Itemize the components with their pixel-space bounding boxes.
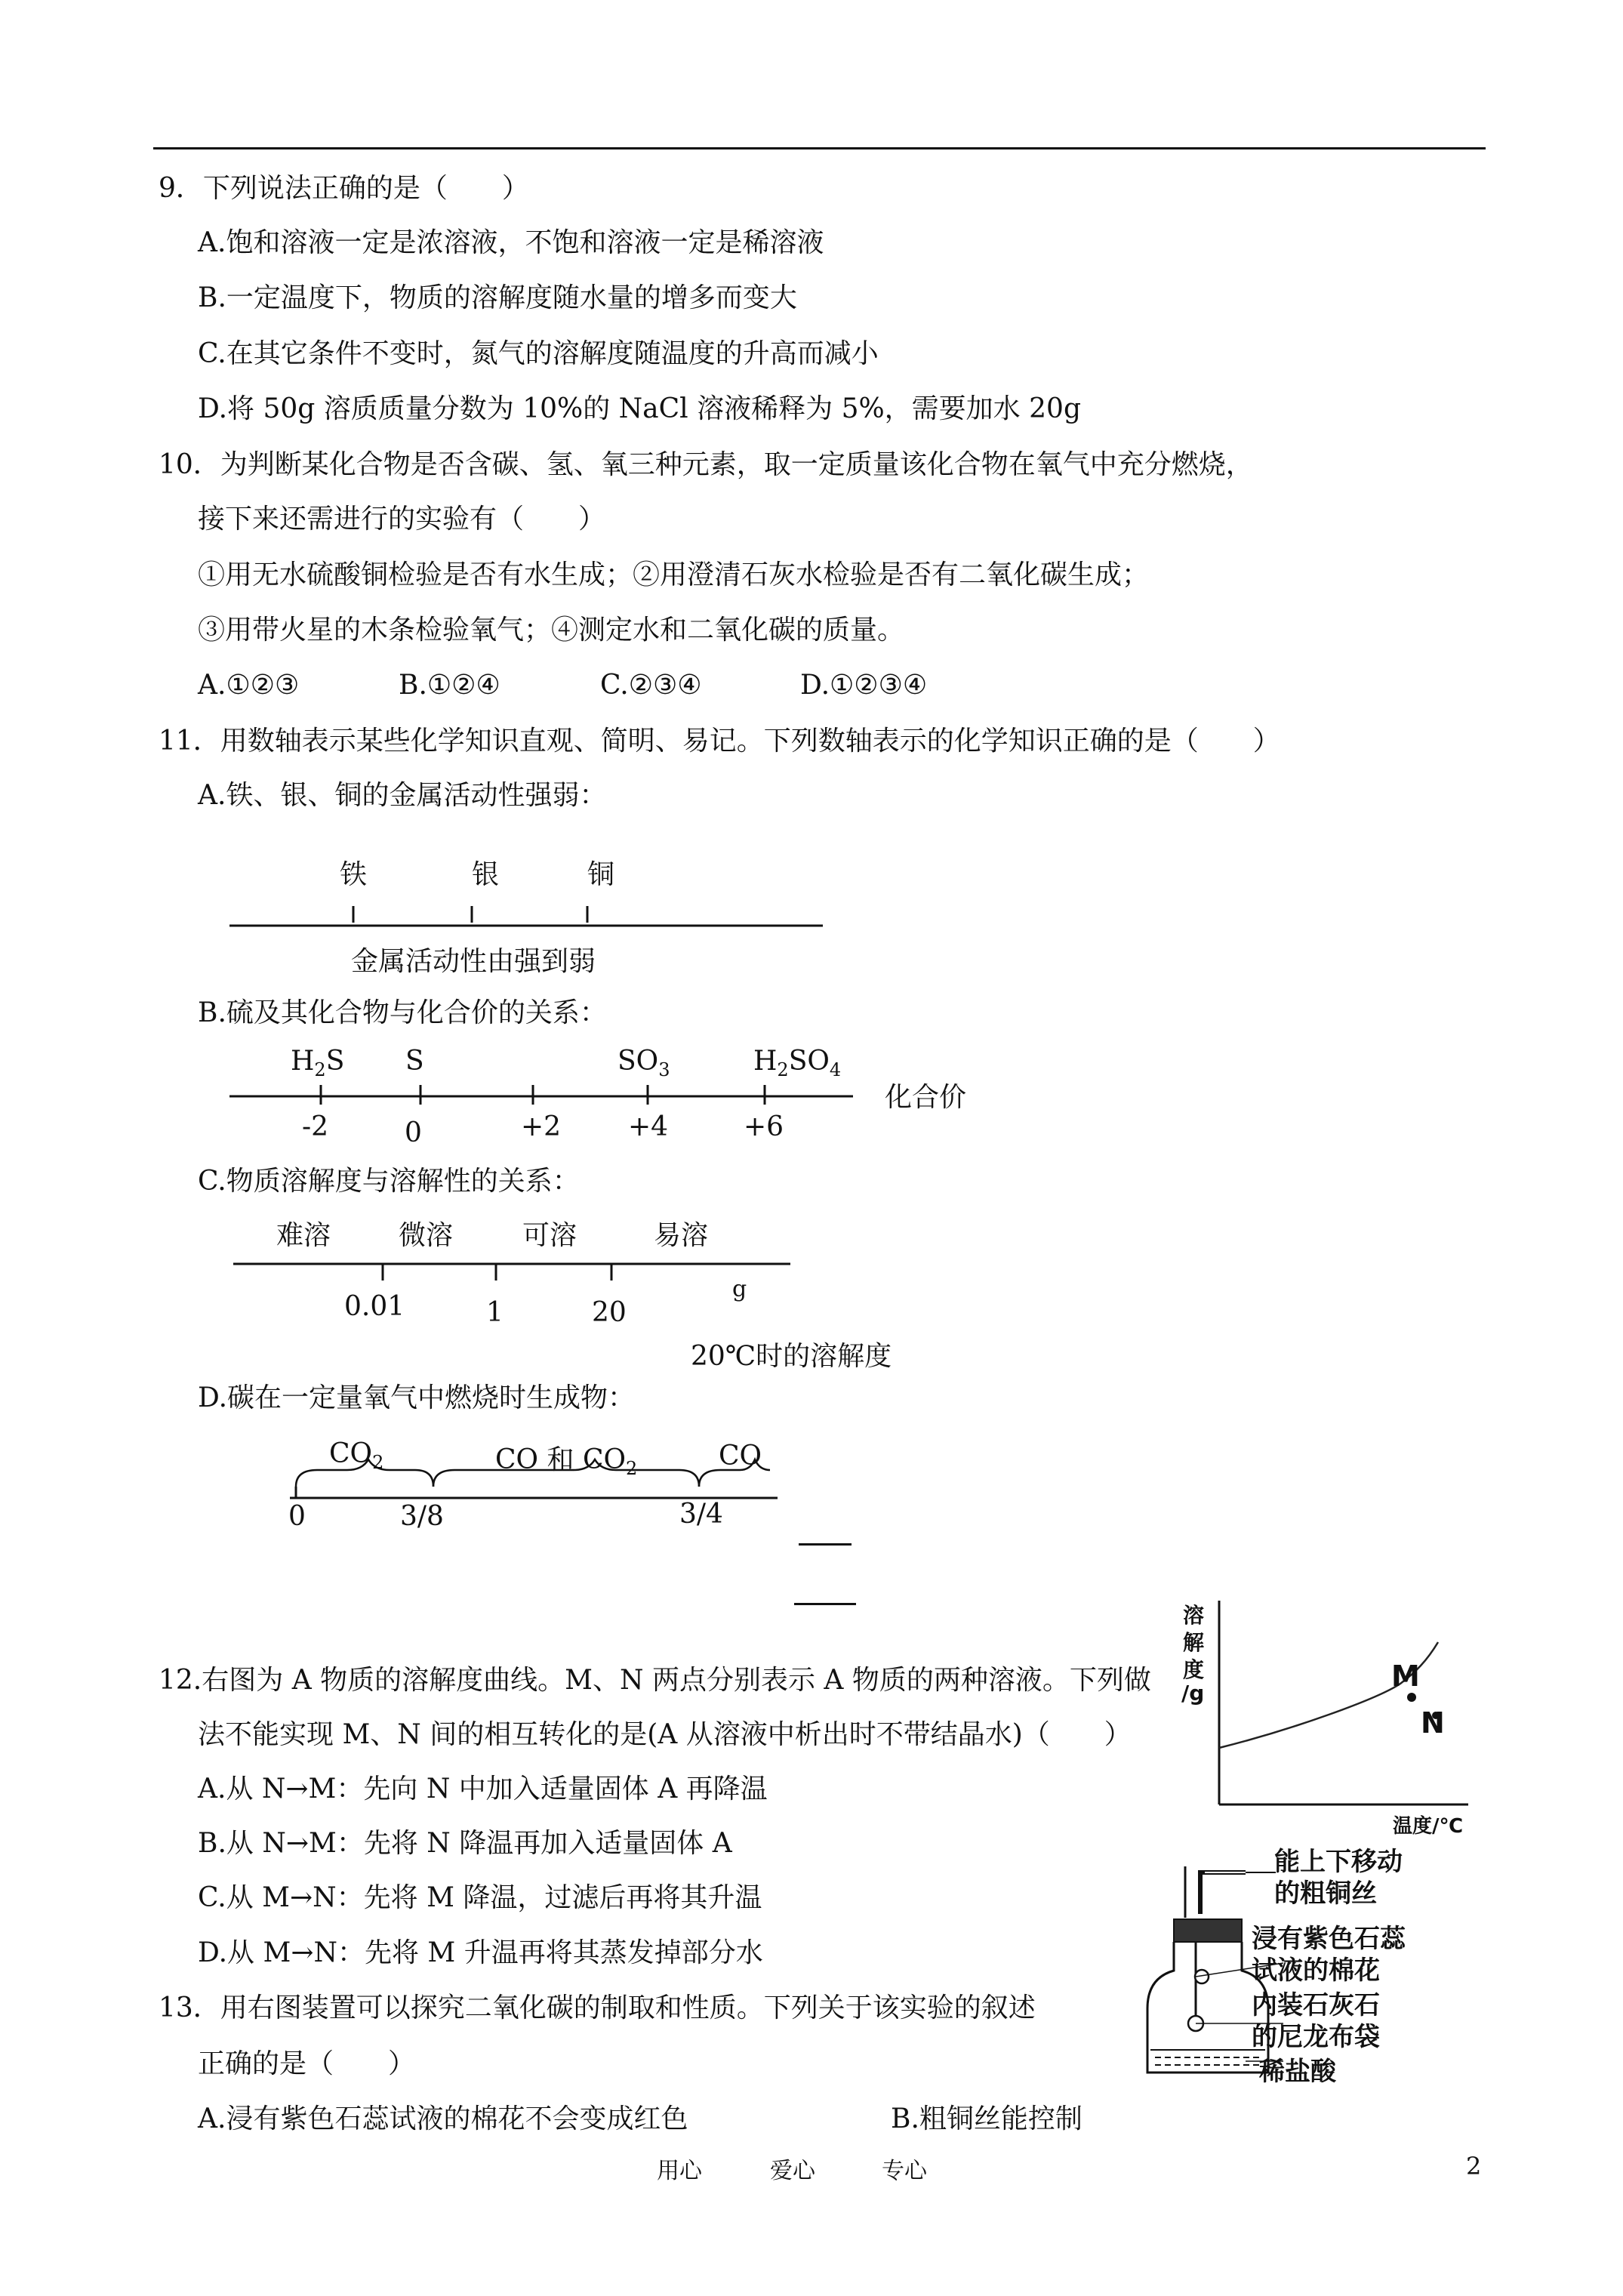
solubility-curve	[1219, 1642, 1438, 1748]
q11a-caption: 金属活动性由强到弱	[351, 946, 596, 977]
q10-option-a: A.①②③	[198, 670, 300, 701]
q11b-species-h2so4: $H_2SO_4$	[753, 1046, 842, 1081]
q10-stem-line1: 10．为判断某化合物是否含碳、氢、氧三种元素，取一定质量该化合物在氧气中充分燃烧，	[159, 449, 1253, 480]
q11c-range-soluble: 可溶	[522, 1220, 577, 1251]
q11c-range-easily: 易溶	[654, 1220, 709, 1251]
q10-option-d: D.①②③④	[800, 670, 928, 701]
bottle-outline	[1147, 1942, 1268, 2073]
q9-option-a: A.饱和溶液一定是浓溶液，不饱和溶液一定是稀溶液	[198, 227, 824, 258]
q11b-number-line	[226, 1076, 861, 1106]
apparatus-label-wire-1: 能上下移动	[1274, 1847, 1403, 1877]
rubber-stopper	[1174, 1919, 1242, 1942]
footer-motto-2: 爱心	[770, 2158, 815, 2184]
q11b-axis-name: 化合价	[885, 1082, 967, 1113]
q11c-range-insoluble: 难溶	[276, 1220, 331, 1251]
q9-stem: 9．下列说法正确的是（ ）	[159, 173, 529, 204]
q11b-tick-minus2: -2	[302, 1111, 329, 1142]
q10-stem-line2: 接下来还需进行的实验有（ ）	[198, 504, 606, 535]
point-n-label: N	[1421, 1706, 1445, 1740]
blank-line-2	[794, 1603, 856, 1605]
q10-option-b: B.①②④	[399, 670, 500, 701]
q11b-species-s: S	[405, 1046, 424, 1077]
q11c-unit: g	[732, 1276, 747, 1302]
q12-option-d: D.从 M→N：先将 M 升温再将其蒸发掉部分水	[198, 1937, 763, 1968]
q10-experiments-1: ①用无水硫酸铜检验是否有水生成；②用澄清石灰水检验是否有二氧化碳生成；	[198, 559, 1150, 590]
graph-y-label-4: /g	[1181, 1681, 1205, 1706]
q11-stem: 11．用数轴表示某些化学知识直观、简明、易记。下列数轴表示的化学知识正确的是（ ）	[159, 726, 1280, 757]
apparatus-label-bag-1: 内装石灰石	[1252, 1990, 1380, 2020]
q13-option-a: A.浸有紫色石蕊试液的棉花不会变成红色	[198, 2103, 688, 2134]
q12-option-a: A.从 N→M：先向 N 中加入适量固体 A 再降温	[198, 1774, 768, 1804]
q11b-species-h2s: $H_2S$	[291, 1046, 345, 1081]
point-m-label: M	[1391, 1660, 1420, 1693]
q12-stem-line1: 12.右图为 A 物质的溶解度曲线。M、N 两点分别表示 A 物质的两种溶液。下列做	[159, 1665, 1151, 1696]
graph-y-label-3: 度	[1183, 1657, 1205, 1682]
q13-option-b: B.粗铜丝能控制	[891, 2103, 1083, 2134]
q11-option-c-label: C.物质溶解度与溶解性的关系：	[198, 1166, 580, 1197]
q11b-tick-0: 0	[405, 1117, 422, 1148]
q11c-tick-1: 1	[486, 1297, 504, 1328]
apparatus-label-cotton-1: 浸有紫色石蕊	[1252, 1924, 1406, 1954]
q10-option-c: C.②③④	[600, 670, 702, 701]
q11-option-d-label: D.碳在一定量氧气中燃烧时生成物：	[198, 1382, 636, 1413]
q12-stem-line2: 法不能实现 M、N 间的相互转化的是(A 从溶液中析出时不带结晶水)（ ）	[198, 1719, 1132, 1750]
q11c-tick-20: 20	[592, 1297, 627, 1328]
q11d-tick-3-4: 3/4	[679, 1499, 723, 1530]
q11d-tick-3-8: 3/8	[400, 1501, 444, 1532]
q11-option-b-label: B.硫及其化合物与化合价的关系：	[198, 997, 607, 1028]
apparatus-label-cotton-2: 试液的棉花	[1252, 1955, 1380, 1986]
q13-stem-line2: 正确的是（ ）	[198, 2048, 416, 2079]
q9-option-c: C.在其它条件不变时，氮气的溶解度随温度的升高而减小	[198, 338, 879, 369]
q11b-tick-plus2: +2	[521, 1111, 562, 1142]
q11b-tick-plus6: +6	[744, 1111, 784, 1142]
q11-option-a-label: A.铁、银、铜的金属活动性强弱：	[198, 780, 607, 811]
q11a-number-line	[226, 883, 830, 929]
q11c-number-line	[230, 1253, 796, 1284]
header-rule	[153, 147, 1486, 149]
q12-option-c: C.从 M→N：先将 M 降温，过滤后再将其升温	[198, 1882, 762, 1913]
page-number: 2	[1466, 2152, 1482, 2180]
q11d-product-co: CO	[719, 1441, 762, 1472]
q11b-species-so3: $SO_3$	[617, 1046, 670, 1081]
q11c-range-slightly: 微溶	[399, 1220, 454, 1251]
graph-y-label-1: 溶	[1183, 1603, 1205, 1628]
q12-option-b: B.从 N→M：先将 N 降温再加入适量固体 A	[198, 1828, 732, 1859]
q10-experiments-2: ③用带火星的木条检验氧气；④测定水和二氧化碳的质量。	[198, 615, 905, 646]
q9-option-b: B.一定温度下，物质的溶解度随水量的增多而变大	[198, 282, 797, 313]
q11d-product-mixture: CO 和 $CO_2$	[495, 1444, 638, 1480]
q11c-caption: 20℃时的溶解度	[691, 1341, 892, 1372]
point-m-dot	[1407, 1693, 1416, 1702]
q11b-tick-plus4: +4	[628, 1111, 669, 1142]
graph-x-label: 温度/℃	[1393, 1815, 1463, 1838]
graph-y-label-2: 解	[1183, 1630, 1205, 1655]
blank-line-1	[799, 1543, 852, 1546]
q11a-metal-ag: 银	[472, 859, 500, 890]
solubility-graph	[1166, 1586, 1483, 1838]
q11a-metal-fe: 铁	[340, 859, 368, 890]
delivery-tube	[1200, 1872, 1246, 1914]
q11d-tick-0: 0	[288, 1501, 306, 1532]
footer-motto-3: 专心	[882, 2158, 927, 2184]
apparatus-label-wire-2: 的粗铜丝	[1274, 1878, 1377, 1909]
q9-option-d: D.将 50g 溶质质量分数为 10%的 NaCl 溶液稀释为 5%，需要加水 20g	[198, 393, 1081, 424]
footer-motto-1: 用心	[657, 2158, 702, 2184]
apparatus-label-acid: 稀盐酸	[1259, 2057, 1336, 2087]
q11d-product-co2: $CO_2$	[329, 1438, 384, 1474]
q13-stem-line1: 13．用右图装置可以探究二氧化碳的制取和性质。下列关于该实验的叙述	[159, 1992, 1036, 2023]
apparatus-label-bag-2: 的尼龙布袋	[1252, 2022, 1380, 2052]
q11c-tick-001: 0.01	[344, 1291, 405, 1322]
q11a-metal-cu: 铜	[587, 859, 615, 890]
